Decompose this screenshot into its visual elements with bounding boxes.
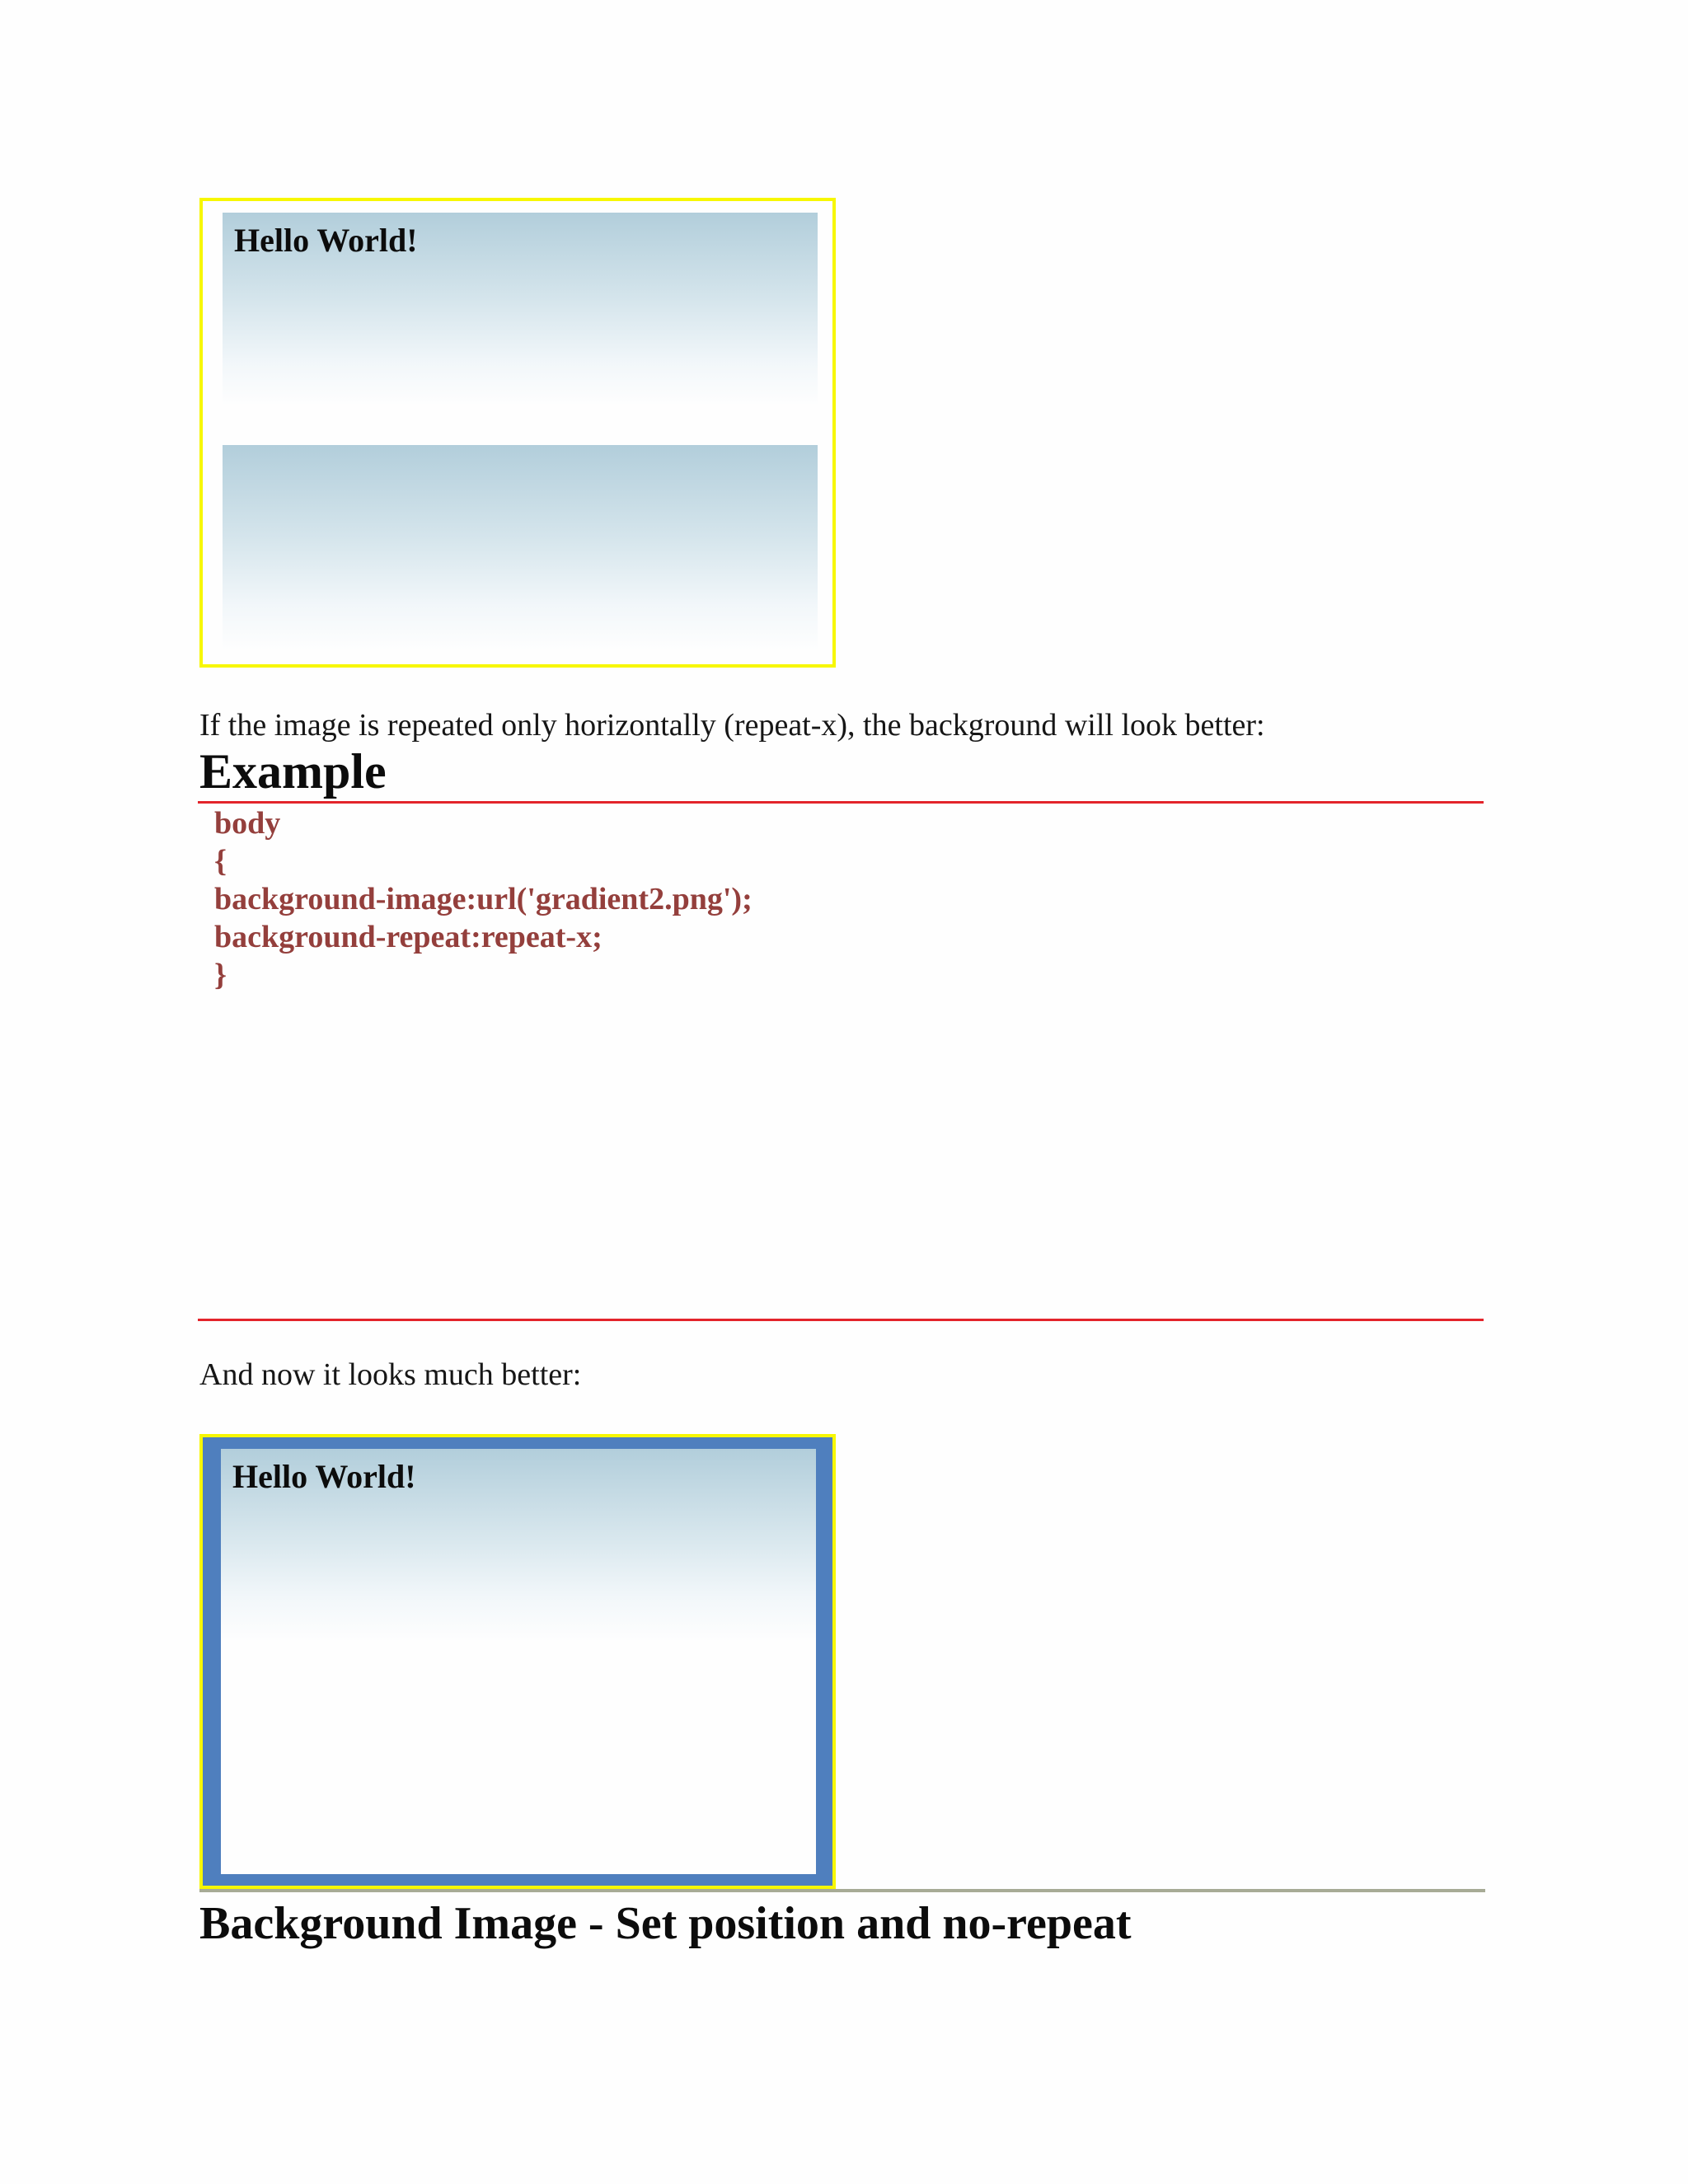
result-text: And now it looks much better: xyxy=(199,1357,582,1392)
repeat-x-intro-text: If the image is repeated only horizontally (repeat-x), the background will look better: xyxy=(199,708,1265,743)
code-line: { xyxy=(214,844,227,879)
example-top-rule xyxy=(198,801,1484,804)
gradient-tile xyxy=(223,445,818,651)
section-heading: Background Image - Set position and no-repeat xyxy=(199,1898,1132,1949)
example-heading: Example xyxy=(199,744,387,799)
demo-box-repeat xyxy=(199,198,836,668)
gradient-area xyxy=(221,1449,816,1874)
code-line: } xyxy=(214,958,227,992)
code-line: background-repeat:repeat-x; xyxy=(214,920,603,954)
code-line: background-image:url('gradient2.png'); xyxy=(214,882,753,916)
section-divider xyxy=(199,1889,1485,1892)
code-example xyxy=(214,804,753,994)
demo-box-repeat-x xyxy=(199,1434,836,1889)
code-line: body xyxy=(214,806,281,841)
demo-hello-heading: Hello World! xyxy=(232,1458,416,1495)
example-bottom-rule xyxy=(198,1319,1484,1321)
demo-hello-heading: Hello World! xyxy=(234,222,418,259)
